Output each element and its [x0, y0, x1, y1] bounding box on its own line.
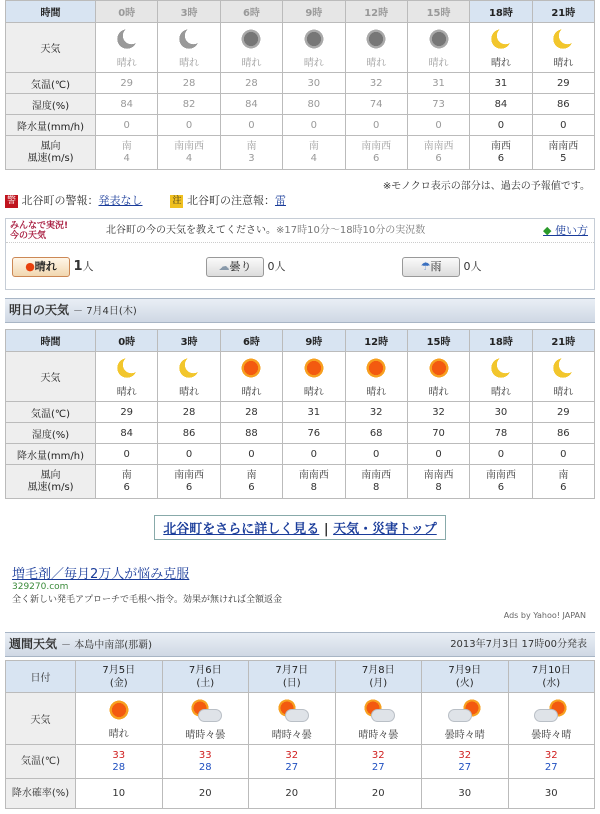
- rain-cell: 0: [470, 115, 532, 136]
- moon-icon: [178, 28, 200, 50]
- wind-label: 風向 風速(m/s): [6, 136, 96, 170]
- rain-cell: 0: [345, 444, 407, 465]
- wind-cell: 南 6: [96, 465, 158, 499]
- advisory-label: 北谷町の注意報：: [186, 194, 275, 207]
- vote-sunny: ●晴れ 1人: [12, 255, 94, 279]
- weather-cell: 晴れ: [283, 352, 345, 402]
- minna-prompt: 北谷町の今の天気を教えてください。: [106, 225, 276, 236]
- humidity-cell: 80: [283, 94, 345, 115]
- temp-cell: 33 28: [162, 745, 249, 779]
- weather-cell: [158, 23, 220, 73]
- time-cell: 15時: [407, 1, 469, 23]
- weather-cell: [345, 23, 407, 73]
- weekly-title: 週間天気: [9, 637, 58, 651]
- humidity-cell: 74: [345, 94, 407, 115]
- wind-label: 風向 風速(m/s): [6, 465, 96, 499]
- temp-cell: 29: [532, 73, 594, 94]
- vote-rain-button[interactable]: ☂雨: [402, 257, 460, 277]
- temp-cell: 31: [407, 73, 469, 94]
- tomorrow-forecast-table: [5, 329, 595, 499]
- moon-icon: [552, 357, 574, 379]
- temp-cell: 29: [96, 402, 158, 423]
- weather-top-link[interactable]: 天気・災害トップ: [333, 522, 437, 537]
- weather-cell: 晴時々曇: [249, 693, 336, 745]
- sun-icon: [365, 28, 387, 50]
- temp-cell: 32: [345, 402, 407, 423]
- wind-cell: 南南西 6: [158, 465, 220, 499]
- temp-cell: 33 28: [76, 745, 163, 779]
- rain-cell: 0: [220, 444, 282, 465]
- wind-cell: 南 4: [283, 136, 345, 170]
- weather-cell: 晴れ: [407, 352, 469, 402]
- time-cell: 3時: [158, 330, 220, 352]
- vote-cloudy: ☁曇り 0人: [206, 255, 286, 279]
- sun-cloud-icon: [361, 698, 395, 722]
- weekly-issued: 2013年7月3日 17時00分発表: [450, 639, 587, 650]
- vote-rain: ☂雨 0人: [402, 255, 482, 279]
- weather-text: 晴れ: [179, 58, 200, 69]
- temp-label: 気温(℃): [6, 73, 96, 94]
- rain-cell: 0: [158, 444, 220, 465]
- temp-cell: 29: [96, 73, 158, 94]
- rain-cell: 0: [158, 115, 220, 136]
- time-cell: 12時: [345, 1, 407, 23]
- time-cell: 9時: [283, 330, 345, 352]
- time-cell: 21時: [532, 330, 594, 352]
- cloud-sun-icon: [448, 698, 482, 722]
- weather-cell: [220, 23, 282, 73]
- day-header: 7月8日 (月): [335, 661, 422, 693]
- cloud-sun-icon: [534, 698, 568, 722]
- temp-cell: 28: [220, 402, 282, 423]
- weather-text: 晴れ: [428, 58, 449, 69]
- wind-cell: 南南西 8: [407, 465, 469, 499]
- rain-cell: 0: [220, 115, 282, 136]
- temp-cell: 32 27: [508, 745, 595, 779]
- rain-prob-cell: 20: [162, 779, 249, 809]
- weather-cell: 曇時々晴: [422, 693, 509, 745]
- weather-cell: 晴れ: [470, 352, 532, 402]
- weather-label: 天気: [6, 23, 96, 73]
- humidity-cell: 82: [158, 94, 220, 115]
- minna-logo: みんなで実況! 今の天気: [10, 221, 69, 241]
- temp-cell: 32 27: [249, 745, 336, 779]
- time-cell: 18時: [470, 1, 532, 23]
- vote-sunny-button[interactable]: ●晴れ: [12, 257, 70, 277]
- temp-cell: 30: [283, 73, 345, 94]
- time-cell: 12時: [345, 330, 407, 352]
- weather-text: 晴れ: [116, 58, 137, 69]
- wind-cell: 南 3: [220, 136, 282, 170]
- today-forecast-table: [5, 0, 595, 170]
- wind-cell: 南南西 6: [345, 136, 407, 170]
- sun-cloud-icon: [275, 698, 309, 722]
- wind-cell: 南 6: [220, 465, 282, 499]
- wind-cell: 南西 6: [470, 136, 532, 170]
- vote-cloudy-button[interactable]: ☁曇り: [206, 257, 264, 277]
- rain-cell: 0: [407, 444, 469, 465]
- tomorrow-header: [5, 298, 595, 323]
- rain-cell: 0: [96, 444, 158, 465]
- day-header: 7月10日 (水): [508, 661, 595, 693]
- humidity-cell: 88: [220, 423, 282, 444]
- wind-cell: 南南西 4: [158, 136, 220, 170]
- sun-icon: [303, 28, 325, 50]
- weather-cell: 晴れ: [96, 352, 158, 402]
- time-cell: 15時: [407, 330, 469, 352]
- ad-credit: Ads by Yahoo! JAPAN: [503, 611, 586, 620]
- rain-prob-cell: 30: [508, 779, 595, 809]
- weather-cell: 晴れ: [158, 352, 220, 402]
- temp-cell: 31: [470, 73, 532, 94]
- warning-link[interactable]: 発表なし: [98, 194, 143, 207]
- moon-icon: [490, 28, 512, 50]
- wind-cell: 南 4: [96, 136, 158, 170]
- weather-text: 晴れ: [303, 58, 324, 69]
- warning-row: [5, 192, 595, 212]
- rain-cell: 0: [470, 444, 532, 465]
- minna-live-panel: [5, 218, 595, 290]
- humidity-cell: 86: [158, 423, 220, 444]
- humidity-cell: 84: [96, 423, 158, 444]
- rain-cell: 0: [532, 115, 594, 136]
- rain-cell: 0: [532, 444, 594, 465]
- temp-cell: 31: [283, 402, 345, 423]
- humidity-cell: 76: [283, 423, 345, 444]
- weather-cell: [407, 23, 469, 73]
- sun-icon: [365, 357, 387, 379]
- rain-cell: 0: [96, 115, 158, 136]
- temp-cell: 32 27: [422, 745, 509, 779]
- date-header: 日付: [6, 661, 76, 693]
- wind-cell: 南南西 8: [283, 465, 345, 499]
- temp-cell: 30: [470, 402, 532, 423]
- past-forecast-note: ※モノクロ表示の部分は、過去の予報値です。: [382, 181, 590, 192]
- moon-icon: [490, 357, 512, 379]
- time-cell: 3時: [158, 1, 220, 23]
- advisory-link[interactable]: 雷: [274, 194, 286, 207]
- moon-icon: [552, 28, 574, 50]
- how-to-link[interactable]: ◆ 使い方: [543, 224, 588, 237]
- weather-cell: [283, 23, 345, 73]
- weather-cell: 曇時々晴: [508, 693, 595, 745]
- rain-label: 降水量(mm/h): [6, 115, 96, 136]
- weather-cell: 晴れ: [532, 352, 594, 402]
- wind-cell: 南南西 5: [532, 136, 594, 170]
- temp-cell: 28: [158, 402, 220, 423]
- wind-cell: 南南西 8: [345, 465, 407, 499]
- rain-label: 降水量(mm/h): [6, 444, 96, 465]
- humidity-label: 湿度(%): [6, 94, 96, 115]
- weekly-header: [5, 632, 595, 657]
- temp-cell: 28: [158, 73, 220, 94]
- wind-cell: 南南西 6: [470, 465, 532, 499]
- weather-text: 晴れ: [366, 58, 387, 69]
- weather-cell: 晴れ: [220, 352, 282, 402]
- weekly-forecast-table: [5, 660, 595, 809]
- day-header: 7月9日 (火): [422, 661, 509, 693]
- more-links: 北谷町をさらに詳しく見る | 天気・災害トップ: [0, 515, 600, 540]
- tomorrow-title: 明日の天気: [9, 303, 70, 317]
- weather-cell: [96, 23, 158, 73]
- temp-cell: 32: [345, 73, 407, 94]
- minna-period: ※17時10分～18時10分の実況数: [276, 225, 426, 236]
- time-cell: 6時: [220, 1, 282, 23]
- moon-icon: [116, 28, 138, 50]
- sun-cloud-icon: [188, 698, 222, 722]
- day-header: 7月7日 (日): [249, 661, 336, 693]
- rain-cell: 0: [407, 115, 469, 136]
- weather-cell: 晴時々曇: [335, 693, 422, 745]
- temp-label: 気温(℃): [6, 402, 96, 423]
- sun-icon: [240, 28, 262, 50]
- humidity-cell: 84: [220, 94, 282, 115]
- rain-prob-cell: 20: [249, 779, 336, 809]
- humidity-cell: 70: [407, 423, 469, 444]
- more-detail-link[interactable]: 北谷町をさらに詳しく見る: [163, 522, 320, 537]
- time-cell: 18時: [470, 330, 532, 352]
- sun-icon: [303, 357, 325, 379]
- temp-label: 気温(℃): [6, 745, 76, 779]
- weather-cell: 晴時々曇: [162, 693, 249, 745]
- time-cell: 0時: [96, 1, 158, 23]
- weather-cell: 晴れ: [345, 352, 407, 402]
- time-header: 時間: [6, 330, 96, 352]
- humidity-cell: 68: [345, 423, 407, 444]
- advisory-badge-icon: 注: [172, 195, 182, 206]
- temp-cell: 28: [220, 73, 282, 94]
- time-header: 時間: [6, 1, 96, 23]
- weekly-region: － 本島中南部(那覇): [61, 640, 152, 651]
- time-cell: 0時: [96, 330, 158, 352]
- rain-prob-cell: 30: [422, 779, 509, 809]
- day-header: 7月5日 (金): [76, 661, 163, 693]
- ad-description: 全く新しい発毛アプローチで毛根へ指令。効果が無ければ全額返金: [12, 595, 283, 605]
- day-header: 7月6日 (土): [162, 661, 249, 693]
- humidity-cell: 86: [532, 423, 594, 444]
- humidity-cell: 84: [96, 94, 158, 115]
- rain-cell: 0: [283, 115, 345, 136]
- sponsored-ad: [12, 563, 592, 620]
- weather-text: 晴れ: [241, 58, 262, 69]
- sun-icon: [240, 357, 262, 379]
- moon-icon: [116, 357, 138, 379]
- wind-cell: 南南西 6: [407, 136, 469, 170]
- sun-icon: [428, 357, 450, 379]
- temp-cell: 32: [407, 402, 469, 423]
- time-cell: 9時: [283, 1, 345, 23]
- humidity-cell: 78: [470, 423, 532, 444]
- rain-prob-cell: 20: [335, 779, 422, 809]
- time-cell: 6時: [220, 330, 282, 352]
- weather-text: 晴れ: [490, 58, 511, 69]
- warning-badge-icon: 警: [6, 195, 16, 206]
- sun-icon: [428, 28, 450, 50]
- temp-cell: 29: [532, 402, 594, 423]
- weather-label: 天気: [6, 352, 96, 402]
- rain-cell: 0: [283, 444, 345, 465]
- time-cell: 21時: [532, 1, 594, 23]
- ad-url: 329270.com: [12, 582, 69, 592]
- weather-cell: 晴れ: [76, 693, 163, 745]
- humidity-label: 湿度(%): [6, 423, 96, 444]
- tomorrow-date: － 7月4日(木): [73, 306, 137, 317]
- rain-prob-cell: 10: [76, 779, 163, 809]
- moon-icon: [178, 357, 200, 379]
- ad-title-link[interactable]: 増毛剤／毎月2万人が悩み克服: [12, 567, 190, 582]
- warning-label: 北谷町の警報：: [21, 194, 99, 207]
- humidity-cell: 73: [407, 94, 469, 115]
- weather-label: 天気: [6, 693, 76, 745]
- temp-cell: 32 27: [335, 745, 422, 779]
- weather-text: 晴れ: [553, 58, 574, 69]
- rain-prob-label: 降水確率(%): [6, 779, 76, 809]
- sun-icon: [108, 699, 130, 721]
- weather-cell: [470, 23, 532, 73]
- humidity-cell: 86: [532, 94, 594, 115]
- weather-cell: [532, 23, 594, 73]
- rain-cell: 0: [345, 115, 407, 136]
- humidity-cell: 84: [470, 94, 532, 115]
- wind-cell: 南 6: [532, 465, 594, 499]
